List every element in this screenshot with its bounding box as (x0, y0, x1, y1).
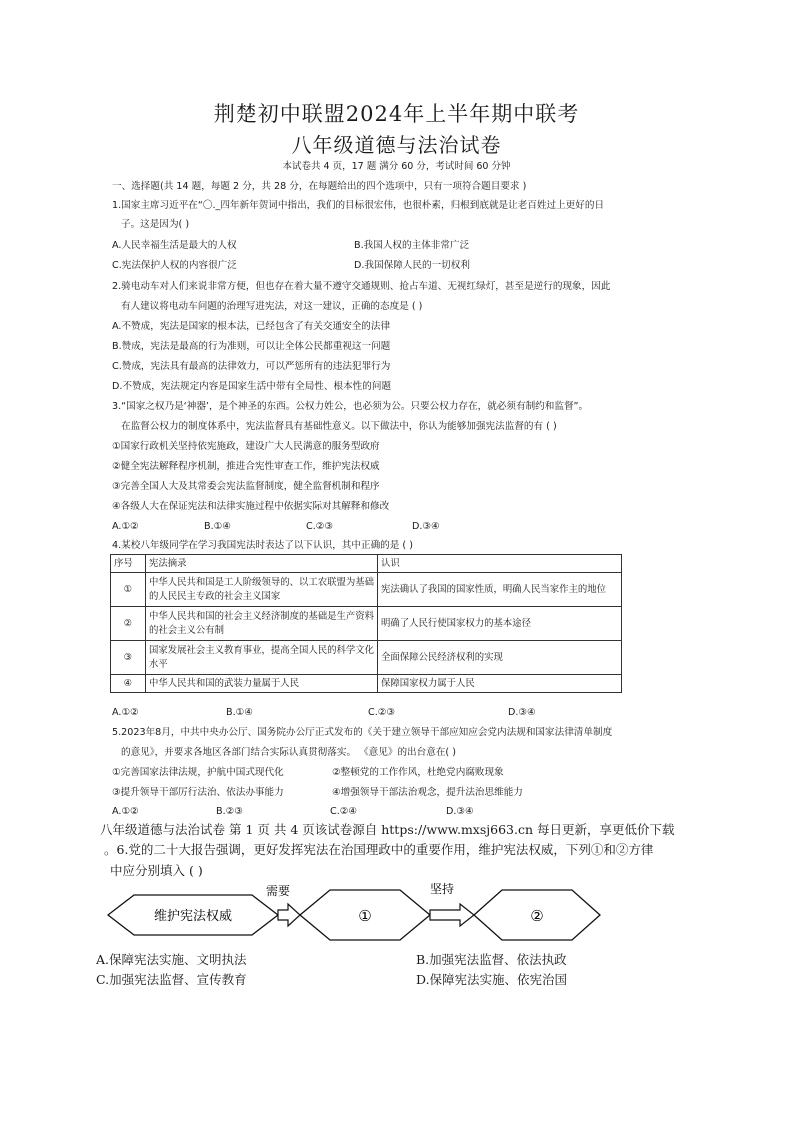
q3-option-c: C.②③ (306, 521, 333, 532)
table-row (111, 607, 622, 641)
q4-stem: 4.某校八年级同学在学习我国宪法时表达了以下认识，其中正确的是 ( ) (112, 540, 413, 551)
row-excerpt: 中华人民共和国的武装力量属于人民 (146, 675, 378, 693)
table-header-view: 认识 (378, 555, 622, 573)
row-excerpt: 国家发展社会主义教育事业，提高全国人民的科学文化水平 (146, 641, 378, 675)
q4-option-b: B.①④ (226, 707, 253, 718)
q2-option-b: B.赞成，宪法是最高的行为准则，可以让全体公民都重视这一问题 (112, 341, 391, 352)
flow-arrow1-label: 需要 (266, 884, 291, 898)
q3-option-b: B.①④ (204, 521, 231, 532)
q2-stem-line2: 有人建议将电动车问题的治理写进宪法，对这一建议，正确的态度是 ( ) (121, 301, 423, 312)
exam-meta: 本试卷共 4 页，17 题 满分 60 分，考试时间 60 分钟 (282, 161, 511, 172)
q3-option-a: A.①② (112, 521, 139, 532)
q6-stem-line2: 中应分别填入 ( ) (110, 863, 203, 878)
q6-option-d: D.保障宪法实施、依宪治国 (416, 972, 568, 987)
q3-statement-2: ②健全宪法解释程序机制，推进合宪性审查工作，维护宪法权威 (112, 461, 380, 472)
flow-arrow2-icon (430, 904, 474, 926)
q6-option-a: A.保障宪法实施、文明执法 (96, 952, 247, 967)
table-header-row (111, 555, 622, 573)
row-view: 宪法确认了我国的国家性质，明确人民当家作主的地位 (378, 573, 622, 607)
q5-stem-line1: 5.2023年8月，中共中央办公厅、国务院办公厅正式发布的《关于建立领导干部应知应会党内法规和国家法律清单制度 (112, 727, 613, 738)
q5-option-b: B.②③ (216, 806, 243, 817)
q3-stem-line1: 3.“国家之权乃是‘神器’，是个神圣的东西。公权力姓公，也必须为公。只要公权力存在，就必须有制约和监督”。 (112, 401, 589, 412)
q4-table (110, 554, 622, 693)
q1-option-c: C.宪法保护人权的内容很广泛 (112, 260, 237, 271)
page-footer: 八年级道德与法治试卷 第 1 页 共 4 页该试卷源自 https://www.mxsj663.cn 每日更新，享更低价下载 (100, 822, 675, 837)
flow-box1-label: ① (358, 907, 372, 925)
q3-statement-4: ④各级人大在保证宪法和法律实施过程中依据实际对其解释和修改 (112, 501, 390, 512)
exam-title: 荆楚初中联盟2024年上半年期中联考 (213, 102, 580, 126)
row-num: ③ (111, 641, 146, 675)
flow-arrow1-icon (278, 904, 300, 926)
row-num: ④ (111, 675, 146, 693)
row-excerpt: 中华人民共和国的社会主义经济制度的基础是生产资料的社会主义公有制 (146, 607, 378, 641)
q6-option-b: B.加强宪法监督、依法执政 (416, 952, 567, 967)
q6-stem-line1: 。6.党的二十大报告强调，更好发挥宪法在治国理政中的重要作用，维护宪法权威，下列①和②方律 (104, 842, 654, 857)
table-header-excerpt: 宪法摘录 (146, 555, 378, 573)
row-view: 保障国家权力属于人民 (378, 675, 622, 693)
exam-subtitle: 八年级道德与法治试卷 (291, 133, 502, 157)
q5-option-d: D.③④ (446, 806, 474, 817)
q5-option-a: A.①② (112, 806, 139, 817)
q5-stem-line2: 的意见》，并要求各地区各部门结合实际认真贯彻落实。 《意见》的出台意在( ) (121, 747, 456, 758)
q2-option-d: D.不赞成，宪法规定内容是国家生活中带有全局性、根本性的问题 (112, 381, 392, 392)
q1-option-b: B.我国人权的主体非常广泛 (354, 240, 470, 251)
q1-stem-line1: 1.国家主席习近平在“〇._四年新年贺词中指出，我们的目标很宏伟，也很朴素，归根到底就是让老百姓过上更好的日 (112, 200, 605, 211)
q1-stem-line2: 子。这是因为( ) (121, 219, 190, 230)
row-view: 明确了人民行使国家权力的基本途径 (378, 607, 622, 641)
row-num: ① (111, 573, 146, 607)
q1-option-a: A.人民幸福生活是最大的人权 (112, 240, 237, 251)
row-num: ② (111, 607, 146, 641)
flow-box2-label: ② (530, 907, 544, 925)
q1-option-d: D.我国保障人民的一切权利 (354, 260, 470, 271)
q5-statement-4: ④增强领导干部法治观念，提升法治思维能力 (332, 787, 523, 798)
q2-stem-line1: 2.骑电动车对人们来说非常方便，但也存在着大量不遵守交通规则、抢占车道、无视红绿灯，甚至是逆行的现象，因此 (112, 281, 611, 292)
q4-option-a: A.①② (112, 707, 139, 718)
q2-option-c: C.赞成，宪法具有最高的法律效力，可以严惩所有的违法犯罪行为 (112, 361, 391, 372)
q3-statement-3: ③完善全国人大及其常委会宪法监督制度，健全监督机制和程序 (112, 481, 380, 492)
q2-option-a: A.不赞成，宪法是国家的根本法，已经包含了有关交通安全的法律 (112, 321, 391, 332)
row-excerpt: 中华人民共和国是工人阶级领导的、以工农联盟为基础的人民民主专政的社会主义国家 (146, 573, 378, 607)
q5-statement-1: ①完善国家法律法规，护航中国式现代化 (112, 767, 284, 778)
q6-option-c: C.加强宪法监督、宣传教育 (96, 972, 247, 987)
flow-start-label: 维护宪法权威 (153, 909, 233, 924)
table-row (111, 573, 622, 607)
table-row (111, 641, 622, 675)
q6-flow-diagram (100, 878, 610, 948)
q5-statement-3: ③提升领导干部厉行法治、依法办事能力 (112, 787, 284, 798)
q5-option-c: C.②④ (330, 806, 357, 817)
row-view: 全面保障公民经济权利的实现 (378, 641, 622, 675)
q3-option-d: D.③④ (412, 521, 440, 532)
table-header-num: 序号 (111, 555, 146, 573)
q4-option-d: D.③④ (508, 707, 536, 718)
q3-stem-line2: 在监督公权力的制度体系中，宪法监督具有基础性意义。以下做法中，你认为能够加强宪法监督的有 ( ) (121, 421, 557, 432)
q4-option-c: C.②③ (368, 707, 395, 718)
q5-statement-2: ②整顿党的工作作风，杜绝党内腐败现象 (332, 767, 504, 778)
flow-arrow2-label: 坚持 (430, 882, 455, 896)
table-row (111, 675, 622, 693)
q3-statement-1: ①国家行政机关坚持依宪施政，建设广大人民满意的服务型政府 (112, 441, 380, 452)
section-heading: 一、选择题(共 14 题，每题 2 分，共 28 分，在每题给出的四个选项中，只有一项符合题目要求 ) (112, 181, 527, 192)
